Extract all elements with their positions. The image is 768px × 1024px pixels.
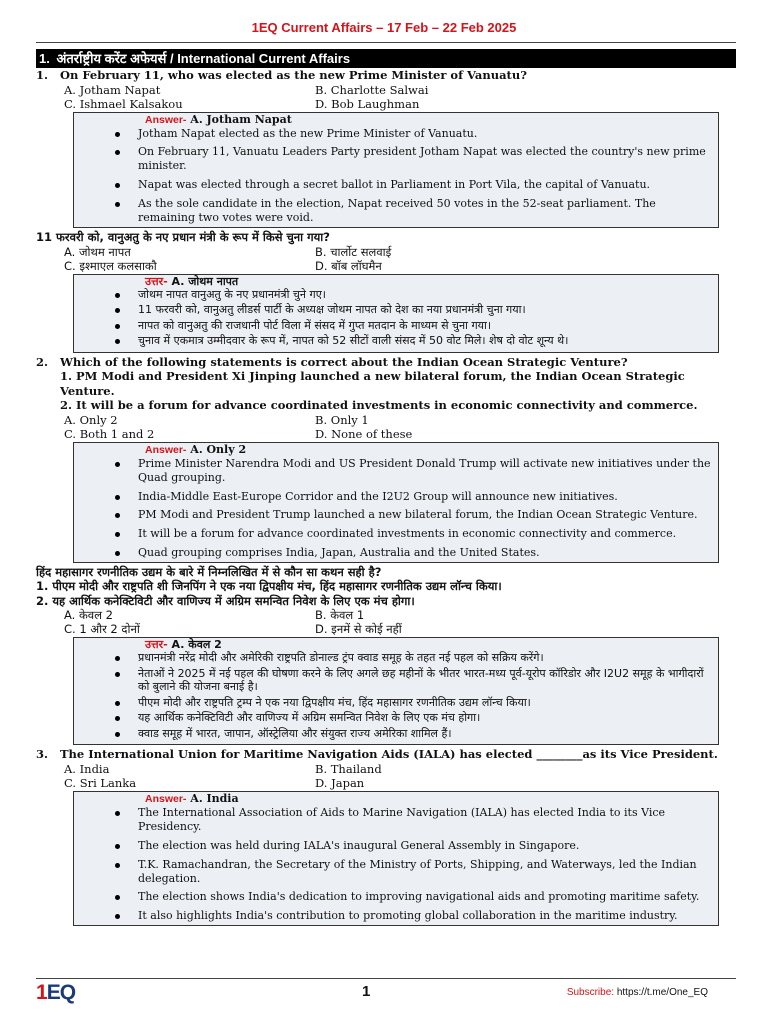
- list-item: नेताओं ने 2025 में नई पहल की घोषणा करने के लिए अगले छह महीनों के भीतर भारत-मध्य पूर्व-यूरोप कॉरिडोर और I2U2 समूह के भागीदारों को बुलाने की योजना बनाई है।: [74, 667, 712, 694]
- list-item: Quad grouping comprises India, Japan, Australia and the United States.: [74, 546, 712, 560]
- option: B. Only 1: [315, 412, 369, 427]
- list-item: Napat was elected through a secret ballot in Parliament in Port Vila, the capital of Vanuatu.: [74, 178, 712, 192]
- option: D. None of these: [315, 426, 413, 441]
- list-item: As the sole candidate in the election, Napat received 50 votes in the 52-seat parliament. The remaining two votes were void.: [74, 197, 712, 225]
- option: B. Charlotte Salwai: [315, 82, 429, 97]
- option: A. Only 2: [64, 412, 118, 427]
- answer-box: [73, 637, 719, 745]
- list-item: प्रधानमंत्री नरेंद्र मोदी और अमेरिकी राष्ट्रपति डोनाल्ड ट्रंप क्वाड समूह के तहत नई पहल को सक्रिय करेंगे।: [74, 651, 712, 665]
- option: C. Both 1 and 2: [64, 426, 155, 441]
- question-text: 1. On February 11, who was elected as the new Prime Minister of Vanuatu?: [36, 68, 527, 82]
- header-divider: [36, 42, 736, 43]
- option: D. इनमें से कोई नहीं: [315, 622, 402, 637]
- option: D. Japan: [315, 775, 365, 790]
- question-2-hi: [36, 565, 736, 746]
- option: D. Bob Laughman: [315, 96, 420, 111]
- options: [36, 762, 736, 790]
- list-item: 11 फरवरी को, वानुअतु लीडर्स पार्टी के अध्यक्ष जोथम नापत को देश का नया प्रधानमंत्री चुना गया।: [74, 303, 712, 317]
- page-number: 1: [362, 983, 371, 1000]
- list-item: It will be a forum for advance coordinated investments in economic connectivity and commerce.: [74, 527, 712, 541]
- option: D. बॉब लॉघमैन: [315, 258, 382, 273]
- list-item: T.K. Ramachandran, the Secretary of the Ministry of Ports, Shipping, and Waterways, led the Indian delegation.: [74, 858, 712, 886]
- answer-label: Answer-: [145, 792, 187, 805]
- option: B. चार्लोट सलवाई: [315, 244, 392, 259]
- brand-logo: 1EQ: [36, 981, 76, 1004]
- question-1-en: [36, 68, 736, 228]
- question-3-en: [36, 747, 736, 926]
- options: [36, 83, 736, 111]
- answer-value: A. Jotham Napat: [190, 112, 292, 126]
- answer-box: [73, 112, 719, 229]
- list-item: चुनाव में एकमात्र उम्मीदवार के रूप में, नापत को 52 सीटों वाली संसद में 50 वोट मिले। शेष दो वोट शून्य थे।: [74, 334, 712, 348]
- statement: 2. It will be a forum for advance coordinated investments in economic connectivity and commerce.: [60, 398, 698, 413]
- option: A. केवल 2: [64, 608, 113, 623]
- question-text: 11 फरवरी को, वानुअतु के नए प्रधान मंत्री के रूप में किसे चुना गया?: [36, 230, 330, 245]
- option: C. Sri Lanka: [64, 775, 137, 790]
- option: C. Ishmael Kalsakou: [64, 96, 183, 111]
- statement: 1. पीएम मोदी और राष्ट्रपति शी जिनपिंग ने एक नया द्विपक्षीय मंच, हिंद महासागर रणनीतिक उद्यम लॉन्च किया।: [36, 579, 502, 594]
- question-1-hi: [36, 230, 736, 353]
- answer-value: A. जोथम नापत: [171, 274, 239, 288]
- section-title: अंतर्राष्ट्रीय करेंट अफेयर्स / International Current Affairs: [56, 51, 351, 66]
- answer-label: उत्तर-: [145, 638, 168, 652]
- options: [36, 245, 736, 273]
- list-item: The International Association of Aids to Marine Navigation (IALA) has elected India to its Vice Presidency.: [74, 806, 712, 834]
- footer-divider: [36, 978, 736, 979]
- statement: 1. PM Modi and President Xi Jinping launched a new bilateral forum, the Indian Ocean Strategic Venture.: [60, 369, 685, 398]
- answer-label: Answer-: [145, 443, 187, 456]
- page-header-title: 1EQ Current Affairs – 17 Feb – 22 Feb 2025: [251, 20, 517, 35]
- section-heading: [36, 49, 736, 68]
- list-item: जोथम नापत वानुअतु के नए प्रधानमंत्री चुने गए।: [74, 288, 712, 302]
- question-2-en: [36, 355, 736, 563]
- answer-value: A. केवल 2: [171, 638, 222, 652]
- option: B. Thailand: [315, 761, 382, 776]
- option: A. India: [64, 761, 110, 776]
- answer-box: [73, 442, 719, 563]
- list-item: It also highlights India's contribution to promoting global collaboration in the maritime industry.: [74, 909, 712, 923]
- answer-value: A. India: [190, 791, 239, 805]
- subscribe-link[interactable]: Subscribe: https://t.me/One_EQ: [566, 987, 708, 998]
- list-item: The election shows India's dedication to improving navigational aids and promoting maritime safety.: [74, 890, 712, 904]
- list-item: नापत को वानुअतु की राजधानी पोर्ट विला में संसद में गुप्त मतदान के माध्यम से चुना गया।: [74, 319, 712, 333]
- answer-label: Answer-: [145, 113, 187, 126]
- main-content: [36, 68, 736, 928]
- option: C. इश्माएल कलसाकौ: [64, 258, 157, 273]
- list-item: PM Modi and President Trump launched a new bilateral forum, the Indian Ocean Strategic Venture.: [74, 508, 712, 522]
- list-item: The election was held during IALA's inaugural General Assembly in Singapore.: [74, 839, 712, 853]
- answer-box: [73, 791, 719, 926]
- options: [36, 608, 736, 636]
- list-item: Jotham Napat elected as the new Prime Minister of Vanuatu.: [74, 127, 712, 141]
- option: C. 1 और 2 दोनों: [64, 622, 140, 637]
- question-text: 3. The International Union for Maritime Navigation Aids (IALA) has elected ________as its Vice President.: [36, 747, 718, 762]
- statement: 2. यह आर्थिक कनेक्टिविटी और वाणिज्य में अग्रिम समन्वित निवेश के लिए एक मंच होगा।: [36, 593, 415, 608]
- answer-box: [73, 274, 719, 353]
- list-item: क्वाड समूह में भारत, जापान, ऑस्ट्रेलिया और संयुक्त राज्य अमेरिका शामिल हैं।: [74, 727, 712, 741]
- answer-value: A. Only 2: [190, 442, 247, 456]
- list-item: On February 11, Vanuatu Leaders Party president Jotham Napat was elected the country's new prime minister.: [74, 145, 712, 173]
- list-item: Prime Minister Narendra Modi and US President Donald Trump will activate new initiatives under the Quad grouping.: [74, 457, 712, 485]
- option: A. Jotham Napat: [64, 82, 161, 97]
- option: A. जोथम नापत: [64, 244, 131, 259]
- list-item: India-Middle East-Europe Corridor and the I2U2 Group will announce new initiatives.: [74, 490, 712, 504]
- option: B. केवल 1: [315, 608, 365, 623]
- list-item: यह आर्थिक कनेक्टिविटी और वाणिज्य में अग्रिम समन्वित निवेश के लिए एक मंच होगा।: [74, 711, 712, 725]
- list-item: पीएम मोदी और राष्ट्रपति ट्रम्प ने एक नया द्विपक्षीय मंच, हिंद महासागर रणनीतिक उद्यम लॉन्च किया।: [74, 696, 712, 710]
- question-text: हिंद महासागर रणनीतिक उद्यम के बारे में निम्नलिखित में से कौन सा कथन सही है?: [36, 564, 382, 579]
- section-number: 1.: [39, 51, 50, 66]
- options: [36, 413, 736, 441]
- answer-label: उत्तर-: [145, 274, 168, 288]
- question-text: 2. Which of the following statements is correct about the Indian Ocean Strategic Venture?: [36, 354, 628, 369]
